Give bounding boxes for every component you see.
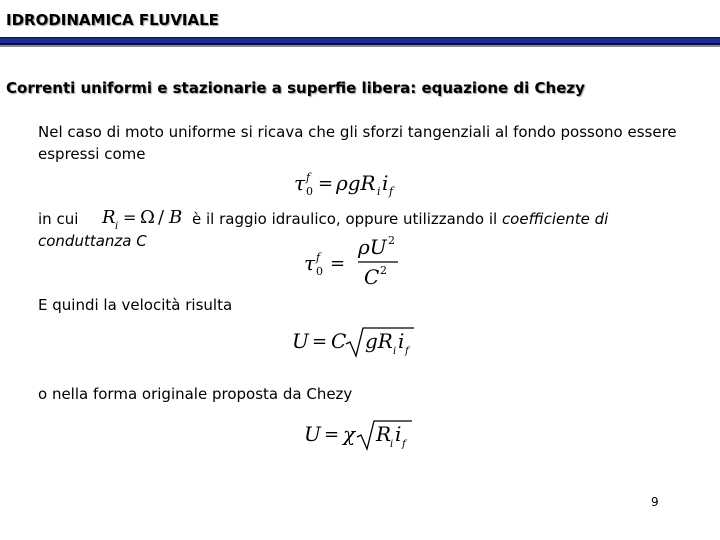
- equation-hydraulic-radius: [100, 205, 186, 233]
- velocity-intro-text: E quindi la velocità risulta: [38, 296, 233, 314]
- svg-text:B: B: [169, 207, 183, 228]
- svg-text:i: i: [390, 439, 394, 450]
- svg-text:=: =: [123, 208, 137, 227]
- svg-text:=: =: [324, 424, 340, 445]
- svg-text:gR: gR: [365, 329, 393, 353]
- svg-text:Ω: Ω: [140, 207, 155, 228]
- svg-text:C: C: [331, 329, 347, 353]
- in-cui-text: in cui: [38, 210, 79, 228]
- chezy-original-text: o nella forma originale proposta da Chezy: [38, 385, 353, 403]
- svg-text:R: R: [102, 207, 116, 228]
- svg-text:f: f: [306, 171, 311, 184]
- coefficient-text: coefficiente di: [501, 210, 609, 228]
- svg-text:C: C: [364, 265, 380, 289]
- svg-text:f: f: [389, 185, 394, 198]
- svg-text:U: U: [304, 422, 321, 446]
- slide-subtitle: Correnti uniformi e stazionarie a superfie libera: equazione di Chezy: [6, 79, 585, 97]
- equation-shear-chezy: [302, 232, 402, 290]
- svg-text:f: f: [316, 251, 321, 264]
- slide-title: IDRODINAMICA FLUVIALE: [6, 11, 219, 29]
- svg-text:f: f: [402, 439, 406, 450]
- svg-text:R: R: [376, 422, 392, 446]
- svg-text:i: i: [382, 171, 389, 195]
- page-number: 9: [651, 495, 659, 509]
- svg-text:χ: χ: [343, 422, 356, 446]
- svg-text:τ: τ: [304, 251, 316, 275]
- svg-text:=: =: [318, 173, 334, 194]
- equation-shear-stress: [292, 164, 412, 200]
- svg-text:i: i: [377, 185, 381, 198]
- svg-text:τ: τ: [294, 171, 306, 195]
- svg-text:=: =: [312, 331, 328, 352]
- title-divider: [0, 37, 720, 45]
- conduttanza-text: conduttanza C: [38, 232, 147, 250]
- svg-text:i: i: [115, 221, 119, 232]
- svg-text:ρgR: ρgR: [336, 171, 376, 195]
- svg-text:U: U: [292, 329, 309, 353]
- svg-text:ρU: ρU: [358, 235, 387, 259]
- svg-text:2: 2: [388, 234, 395, 247]
- svg-text:i: i: [395, 422, 402, 446]
- svg-text:2: 2: [380, 264, 387, 277]
- svg-text:0: 0: [316, 265, 323, 278]
- svg-text:=: =: [330, 253, 346, 274]
- intro-paragraph: Nel caso di moto uniforme si ricava che gli sforzi tangenziali al fondo possono essere espressi come: [38, 123, 677, 163]
- hydraulic-radius-text: [192, 208, 608, 230]
- title-divider-shadow: [0, 45, 720, 47]
- svg-text:f: f: [405, 346, 409, 357]
- svg-text:i: i: [398, 329, 405, 353]
- equation-chezy-original: [302, 415, 422, 455]
- svg-text:i: i: [393, 346, 397, 357]
- equation-velocity: [290, 322, 420, 362]
- svg-text:0: 0: [306, 185, 313, 198]
- svg-text:/: /: [158, 207, 165, 228]
- raggio-text: è il raggio idraulico, oppure utilizzando il: [192, 210, 502, 228]
